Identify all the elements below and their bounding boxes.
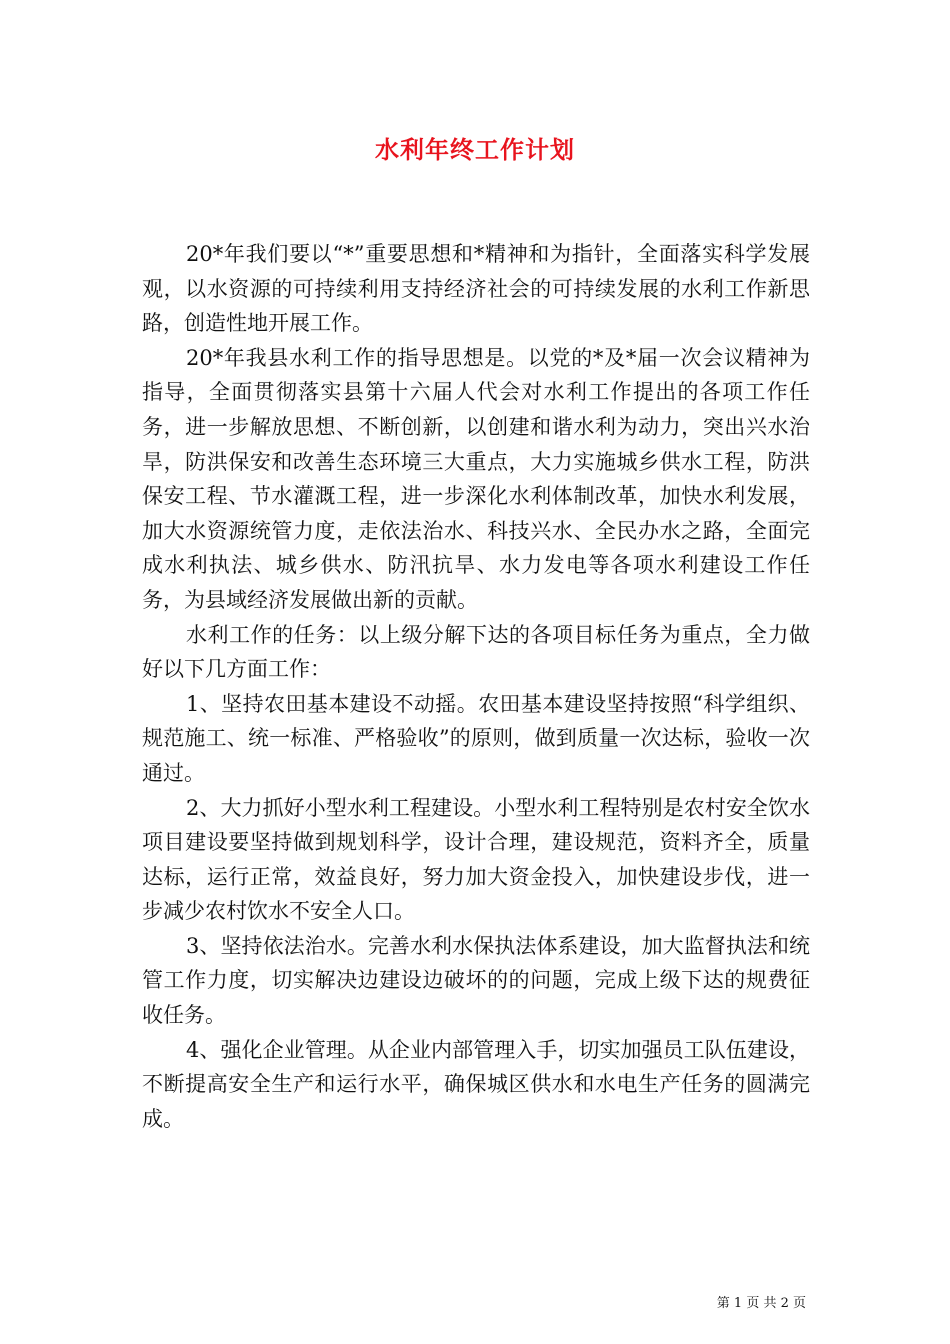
document-body bbox=[142, 237, 810, 1136]
paragraph: 4、强化企业管理。从企业内部管理入手，切实加强员工队伍建设，不断提高安全生产和运行水平，确保城区供水和水电生产任务的圆满完成。 bbox=[142, 1037, 810, 1131]
paragraph: 1、坚持农田基本建设不动摇。农田基本建设坚持按照“科学组织、规范施工、统一标准、严格验收”的原则，做到质量一次达标，验收一次通过。 bbox=[142, 691, 810, 785]
paragraph: 水利工作的任务：以上级分解下达的各项目标任务为重点，全力做好以下几方面工作： bbox=[142, 622, 810, 682]
paragraph: 3、坚持依法治水。完善水利水保执法体系建设，加大监督执法和统管工作力度，切实解决边建设边破坏的的问题，完成上级下达的规费征收任务。 bbox=[142, 933, 810, 1028]
page-number-footer: 第 1 页 共 2 页 bbox=[716, 1296, 806, 1311]
paragraph: 20*年我县水利工作的指导思想是。以党的*及*届一次会议精神为指导，全面贯彻落实县第十六届人代会对水利工作提出的各项工作任务，进一步解放思想、不断创新，以创建和谐水利为动力，突出兴水治旱，防洪保安和改善生态环境三大重点，大力实施城乡供水工程，防洪保安工程、节水灌溉工程，进一步深化水利体制改革，加快水利发展，加大水资源统管力度，走依法治水、科技兴水、全民办水之路，全面完成水利执法、城乡供水、防汛抗旱、水力发电等各项水利建设工作任务，为县域经济发展做出新的贡献。 bbox=[142, 345, 810, 612]
paragraph: 2、大力抓好小型水利工程建设。小型水利工程特别是农村安全饮水项目建设要坚持做到规划科学，设计合理，建设规范，资料齐全，质量达标，运行正常，效益良好，努力加大资金投入，加快建设步伐，进一步减少农村饮水不安全人口。 bbox=[142, 795, 810, 924]
page-title: 水利年终工作计划 bbox=[375, 135, 575, 164]
paragraph: 20*年我们要以“*”重要思想和*精神和为指针，全面落实科学发展观，以水资源的可持续利用支持经济社会的可持续发展的水利工作新思路，创造性地开展工作。 bbox=[142, 242, 810, 336]
